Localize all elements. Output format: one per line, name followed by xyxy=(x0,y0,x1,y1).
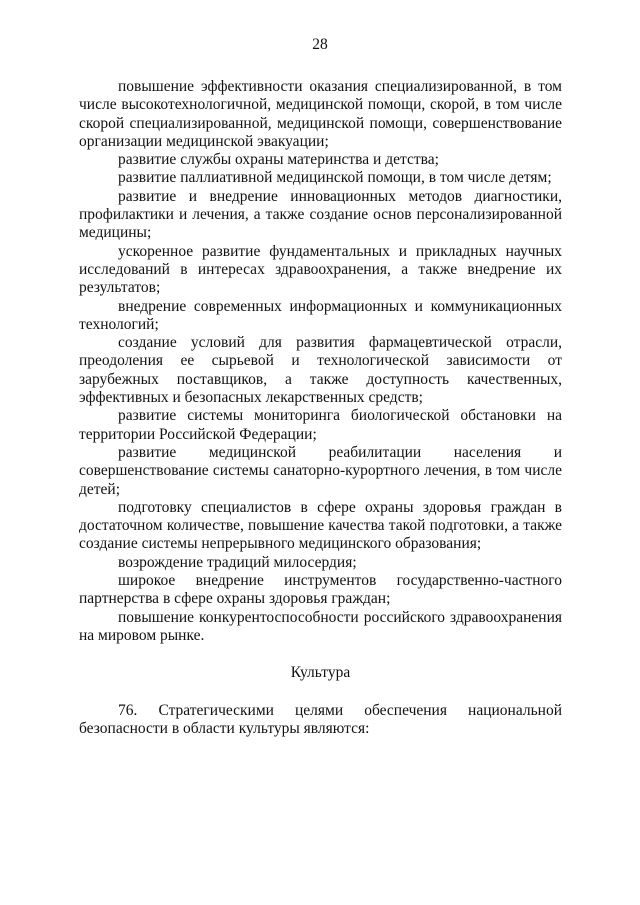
paragraph-pharma: создание условий для развития фармацевтической отрасли, преодоления ее сырьевой и технологической зависимости от зарубежных поставщиков, а также доступность качественных, эффективных и безопасных лекарственных средств; xyxy=(79,334,562,407)
paragraph-research: ускоренное развитие фундаментальных и прикладных научных исследований в интересах здравоохранения, а также внедрение их результатов; xyxy=(79,242,562,297)
paragraph-palliative: развитие паллиативной медицинской помощи, в том числе детям; xyxy=(118,169,552,187)
paragraph-bio-monitoring: развитие системы мониторинга биологической обстановки на территории Российской Федерации; xyxy=(79,407,562,443)
paragraph-maternity: развитие службы охраны материнства и детства; xyxy=(118,151,439,169)
paragraph-culture-goals: 76. Стратегическими целями обеспечения национальной безопасности в области культуры являются: xyxy=(79,701,562,737)
paragraph-innovative-methods: развитие и внедрение инновационных методов диагностики, профилактики и лечения, а также создание основ персонализированной медицины; xyxy=(79,187,562,242)
section-heading: Культура xyxy=(290,664,351,682)
paragraph-rehabilitation: развитие медицинской реабилитации населения и совершенствование системы санаторно-курортного лечения, в том числе детей; xyxy=(79,443,562,498)
paragraph-it: внедрение современных информационных и коммуникационных технологий; xyxy=(79,297,562,333)
page-number: 28 xyxy=(312,36,328,53)
paragraph-charity: возрождение традиций милосердия; xyxy=(118,553,357,571)
paragraph-specialized-care: повышение эффективности оказания специализированной, в том числе высокотехнологичной, медицинской помощи, скорой, в том числе скорой специализированной, медицинской помощи, совершенствование организации медицинской эвакуации; xyxy=(79,78,562,150)
document-body xyxy=(79,78,562,738)
paragraph-training: подготовку специалистов в сфере охраны здоровья граждан в достаточном количестве, повышение качества такой подготовки, а также создание системы непрерывного медицинского образования; xyxy=(79,498,562,553)
paragraph-ppp: широкое внедрение инструментов государственно-частного партнерства в сфере охраны здоровья граждан; xyxy=(79,572,562,608)
paragraph-competitiveness: повышение конкурентоспособности российского здравоохранения на мировом рынке. xyxy=(79,608,562,644)
